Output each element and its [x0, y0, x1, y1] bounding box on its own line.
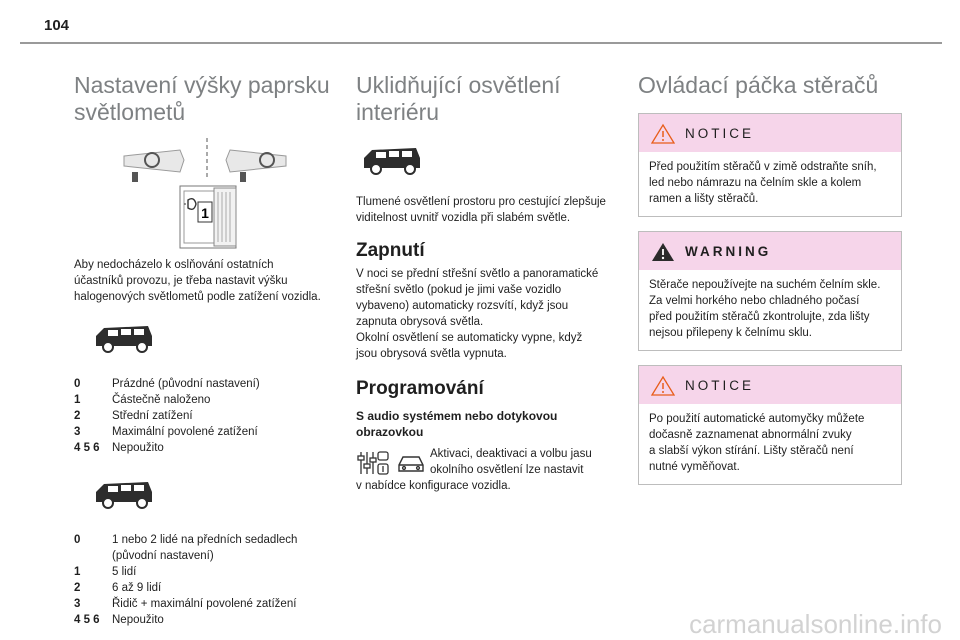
heading-zapnuti: Zapnutí [356, 240, 425, 261]
subheading-audio: S audio systémem nebo dotykovou obrazovkou [356, 409, 558, 439]
list-item: 0 1 nebo 2 lidé na předních sedadlech (původní nastavení) [74, 534, 298, 562]
list-item: 3 Maximální povolené zatížení [74, 426, 258, 438]
notice-text: Před použitím stěračů v zimě odstraňte sníh, led nebo námrazu na čelním skle a kolem ramen a lišty stěračů. [649, 161, 877, 205]
heading-programovani: Programování [356, 378, 484, 399]
notice-box [638, 365, 902, 485]
headlamp-beam-icon [122, 138, 292, 250]
list-item: 4 5 6 Nepoužito [74, 614, 164, 626]
headlamp-adjustment-section [74, 72, 340, 628]
warning-label: WARNING [685, 243, 772, 259]
van-icon [92, 478, 156, 512]
zapnuti-text: V noci se přední střešní světlo a panoramatické střešní světlo (pokud je jimi vaše vozidlo vybaveno) automaticky rozsvítí, když jsou zapnuta obrysová světla. Okolní osvětlení se automaticky vypne, když jsou obrysová světla vypnuta. [356, 268, 599, 360]
title-line: světlometů [74, 99, 186, 125]
van-icon [360, 144, 424, 178]
settings-sliders-icon [356, 448, 392, 478]
interior-intro: Tlumené osvětlení prostoru pro cestující zlepšuje viditelnost uvnitř vozidla při slabém světle. [356, 196, 606, 224]
svg-text:1: 1 [201, 205, 209, 221]
section-title-interior: Uklidňující osvětlení interiéru [356, 72, 561, 125]
warning-triangle-icon [651, 375, 675, 396]
header-rule [20, 42, 942, 44]
section-title-headlamp [74, 72, 340, 126]
interior-lighting-section [356, 72, 624, 498]
notice-header [639, 114, 901, 152]
notice-label: NOTICE [685, 125, 755, 141]
car-settings-icon [396, 451, 426, 475]
warning-header [639, 232, 901, 270]
load-list-a [74, 376, 260, 456]
list-item: 4 5 6 Nepoužito [74, 442, 164, 454]
title-line: Nastavení výšky paprsku [74, 72, 330, 98]
headlamp-dial-icon [180, 186, 236, 248]
notice-label: NOTICE [685, 377, 755, 393]
list-item: 1 5 lidí [74, 566, 137, 578]
warning-triangle-icon [651, 123, 675, 144]
warning-box [638, 231, 902, 351]
notice-box [638, 113, 902, 217]
programming-row [356, 446, 624, 498]
section-title-wiper: Ovládací páčka stěračů [638, 72, 879, 98]
page-number: 104 [44, 17, 70, 34]
warning-text: Stěrače nepoužívejte na suchém čelním skle. Za velmi horkého nebo chladného počasí před použitím stěračů zkontrolujte, zda lišty nejsou přilepeny k čelnímu sklu. [649, 279, 881, 339]
footer-watermark: carmanualsonline.info [689, 609, 942, 639]
notice-header [639, 366, 901, 404]
list-item: 0 Prázdné (původní nastavení) [74, 378, 260, 390]
headlamp-intro: Aby nedocházelo k oslňování ostatních účastníků provozu, je třeba nastavit výšku halogenových světlometů podle zatížení vozidla. [74, 259, 321, 303]
load-list-b [74, 532, 297, 628]
programming-text: Aktivaci, deaktivaci a volbu jasu okolního osvětlení lze nastavit [430, 448, 592, 476]
list-item: 2 Střední zatížení [74, 410, 193, 422]
van-icon [92, 322, 156, 356]
wiper-section [638, 72, 902, 485]
notice-text: Po použití automatické automyčky můžete dočasně zaznamenat abnormální zvuky a slabší výkon stírání. Lišty stěračů není nutné vyměňovat. [649, 413, 865, 473]
list-item: 1 Částečně naloženo [74, 394, 211, 406]
programming-text-cont: v nabídce konfigurace vozidla. [356, 480, 511, 492]
warning-triangle-icon [651, 241, 675, 262]
list-item: 2 6 až 9 lidí [74, 582, 162, 594]
list-item: 3 Řidič + maximální povolené zatížení [74, 598, 297, 610]
